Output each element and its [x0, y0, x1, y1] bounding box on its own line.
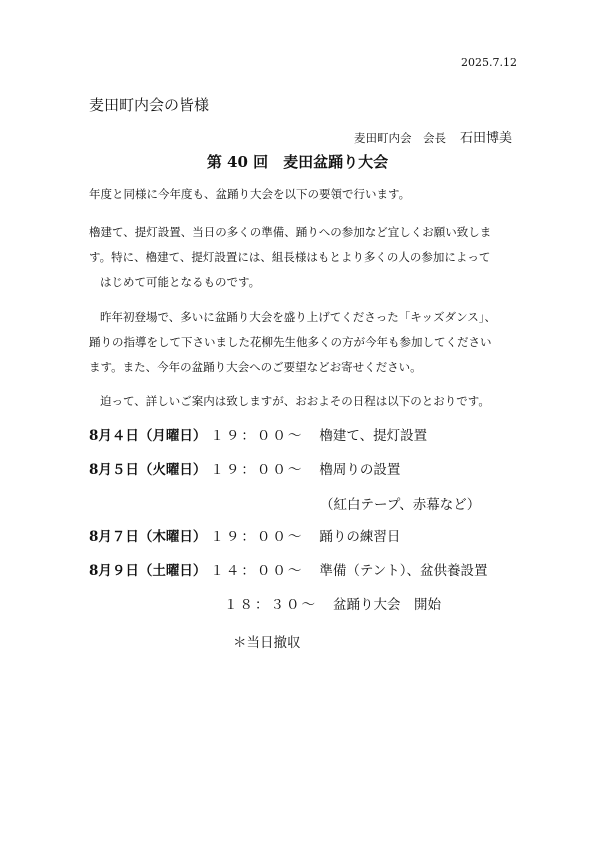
paragraph-line: はじめて可能となるものです。 — [100, 275, 261, 289]
schedule-time: １４：００～ — [210, 563, 304, 579]
paragraph-kids-dance — [89, 305, 496, 380]
schedule-day: 8月５日（火曜日） — [89, 462, 207, 478]
recipient-line: 麦田町内会の皆様 — [89, 96, 210, 114]
footnote: ＊当日撤収 — [233, 635, 301, 651]
paragraph-line: 年度と同様に今年度も、盆踊り大会を以下の要領で行います。 — [89, 187, 411, 201]
schedule-day: 8月７日（木曜日） — [89, 529, 207, 545]
paragraph-line: 踊りの指導をして下さいました花柳先生他多くの方が今年も参加してください — [89, 335, 492, 349]
sender-line — [354, 127, 512, 146]
schedule-row — [89, 426, 427, 446]
paragraph-schedule-intro — [89, 389, 490, 414]
schedule-task: 櫓周りの設置 — [319, 462, 401, 478]
schedule-task: 準備（テント）、盆供養設置 — [319, 563, 488, 579]
schedule-task: 櫓建て、提灯設置 — [319, 428, 428, 444]
schedule-task: 踊りの練習日 — [319, 529, 401, 545]
schedule-day: 8月９日（土曜日） — [89, 563, 207, 579]
schedule-task: 盆踊り大会 開始 — [333, 597, 441, 613]
paragraph-line: す。特に、櫓建て、提灯設置には、組長様はもとより多くの人の参加によって — [89, 250, 491, 264]
paragraph-line: 昨年初登場で、多いに盆踊り大会を盛り上げてくださった「キッズダンス」、 — [100, 310, 497, 324]
sender-name: 石田博美 — [459, 131, 512, 146]
page-title: 第 40 回 麦田盆踊り大会 — [206, 153, 389, 171]
paragraph-line: 迫って、詳しいご案内は致しますが、おおよその日程は以下のとおりです。 — [100, 394, 490, 408]
paragraph-preparation — [89, 220, 491, 295]
sender-org-role: 麦田町内会 会長 — [353, 131, 446, 145]
schedule-time: １９：００～ — [210, 462, 304, 478]
paragraph-intro — [89, 182, 410, 207]
document-date: 2025.7.12 — [461, 56, 517, 69]
paragraph-line: ます。また、今年の盆踊り大会へのご要望などお寄せください。 — [89, 360, 422, 374]
schedule-row — [89, 561, 487, 581]
schedule-day: 8月４日（月曜日） — [89, 428, 207, 444]
schedule-time: １９：００～ — [210, 428, 304, 444]
schedule-task-note: （紅白テープ、赤幕など） — [320, 497, 481, 513]
schedule-row — [89, 460, 400, 480]
schedule-row — [220, 595, 441, 615]
schedule-time: １８：３０～ — [224, 597, 317, 613]
schedule-row — [89, 527, 400, 547]
schedule-time: １９：００～ — [210, 529, 304, 545]
paragraph-line: 櫓建て、提灯設置、当日の多くの準備、踊りへの参加など宜しくお願い致しま — [89, 225, 492, 239]
